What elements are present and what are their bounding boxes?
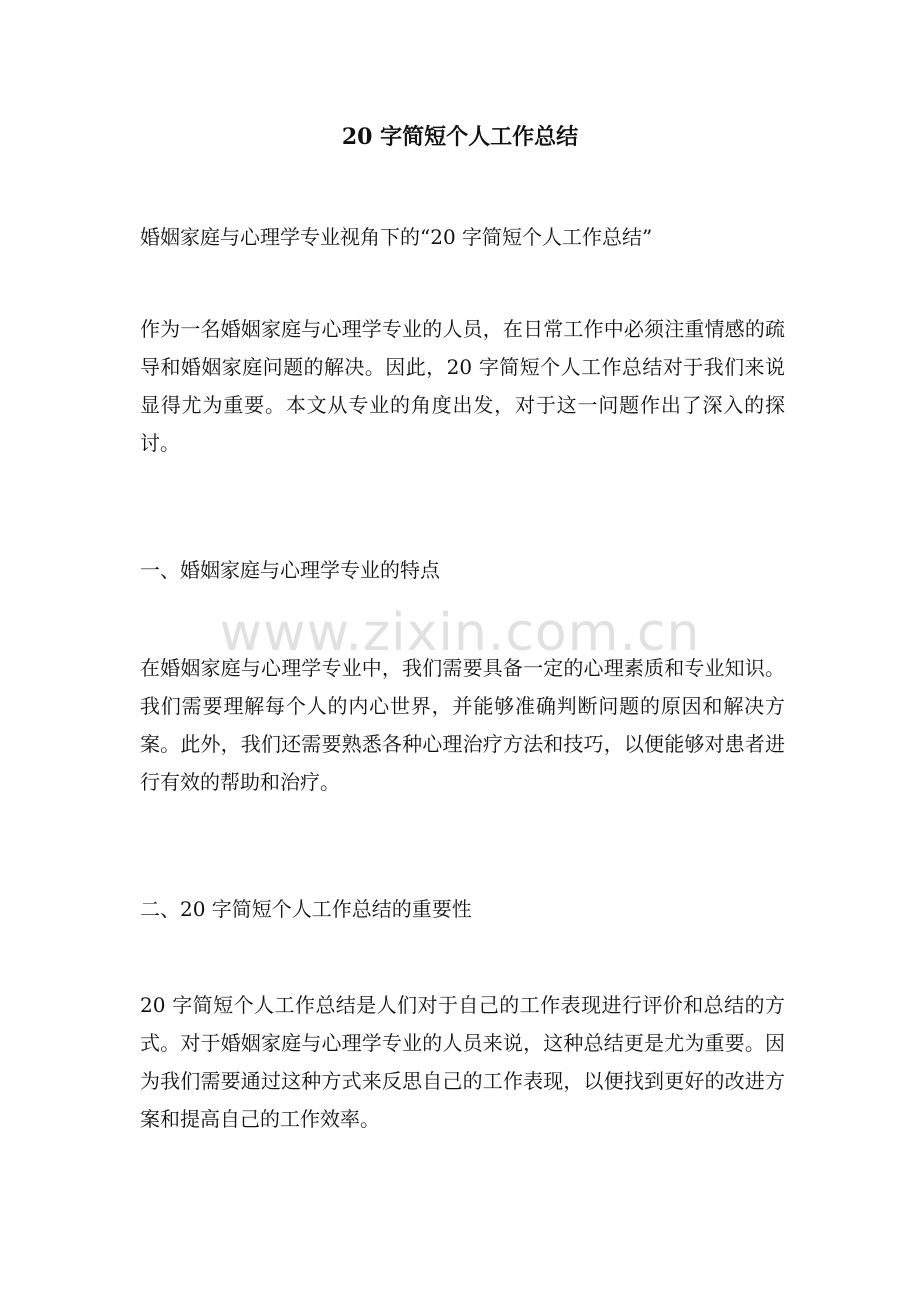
section-2-body: 20 字简短个人工作总结是人们对于自己的工作表现进行评价和总结的方式。对于婚姻家庭与心理学专业的人员来说，这种总结更是尤为重要。因为我们需要通过这种方式来反思自己的工作表现，以便找到更好的改进方案和提高自己的工作效率。 [140, 993, 785, 1131]
intro-paragraph: 作为一名婚姻家庭与心理学专业的人员，在日常工作中必须注重情感的疏导和婚姻家庭问题的解决。因此，20 字简短个人工作总结对于我们来说显得尤为重要。本文从专业的角度出发，对于这一问题作出了深入的探讨。 [140, 317, 785, 455]
section-1-body: 在婚姻家庭与心理学专业中，我们需要具备一定的心理素质和专业知识。我们需要理解每个人的内心世界，并能够准确判断问题的原因和解决方案。此外，我们还需要熟悉各种心理治疗方法和技巧，以便能够对患者进行有效的帮助和治疗。 [140, 656, 785, 794]
section-1-heading: 一、婚姻家庭与心理学专业的特点 [140, 558, 440, 582]
document-title: 20 字简短个人工作总结 [341, 124, 579, 150]
document-subtitle: 婚姻家庭与心理学专业视角下的“20 字简短个人工作总结” [140, 225, 653, 249]
section-2-heading: 二、20 字简短个人工作总结的重要性 [140, 897, 472, 921]
site-watermark: www.zixin.com.cn [219, 603, 701, 663]
